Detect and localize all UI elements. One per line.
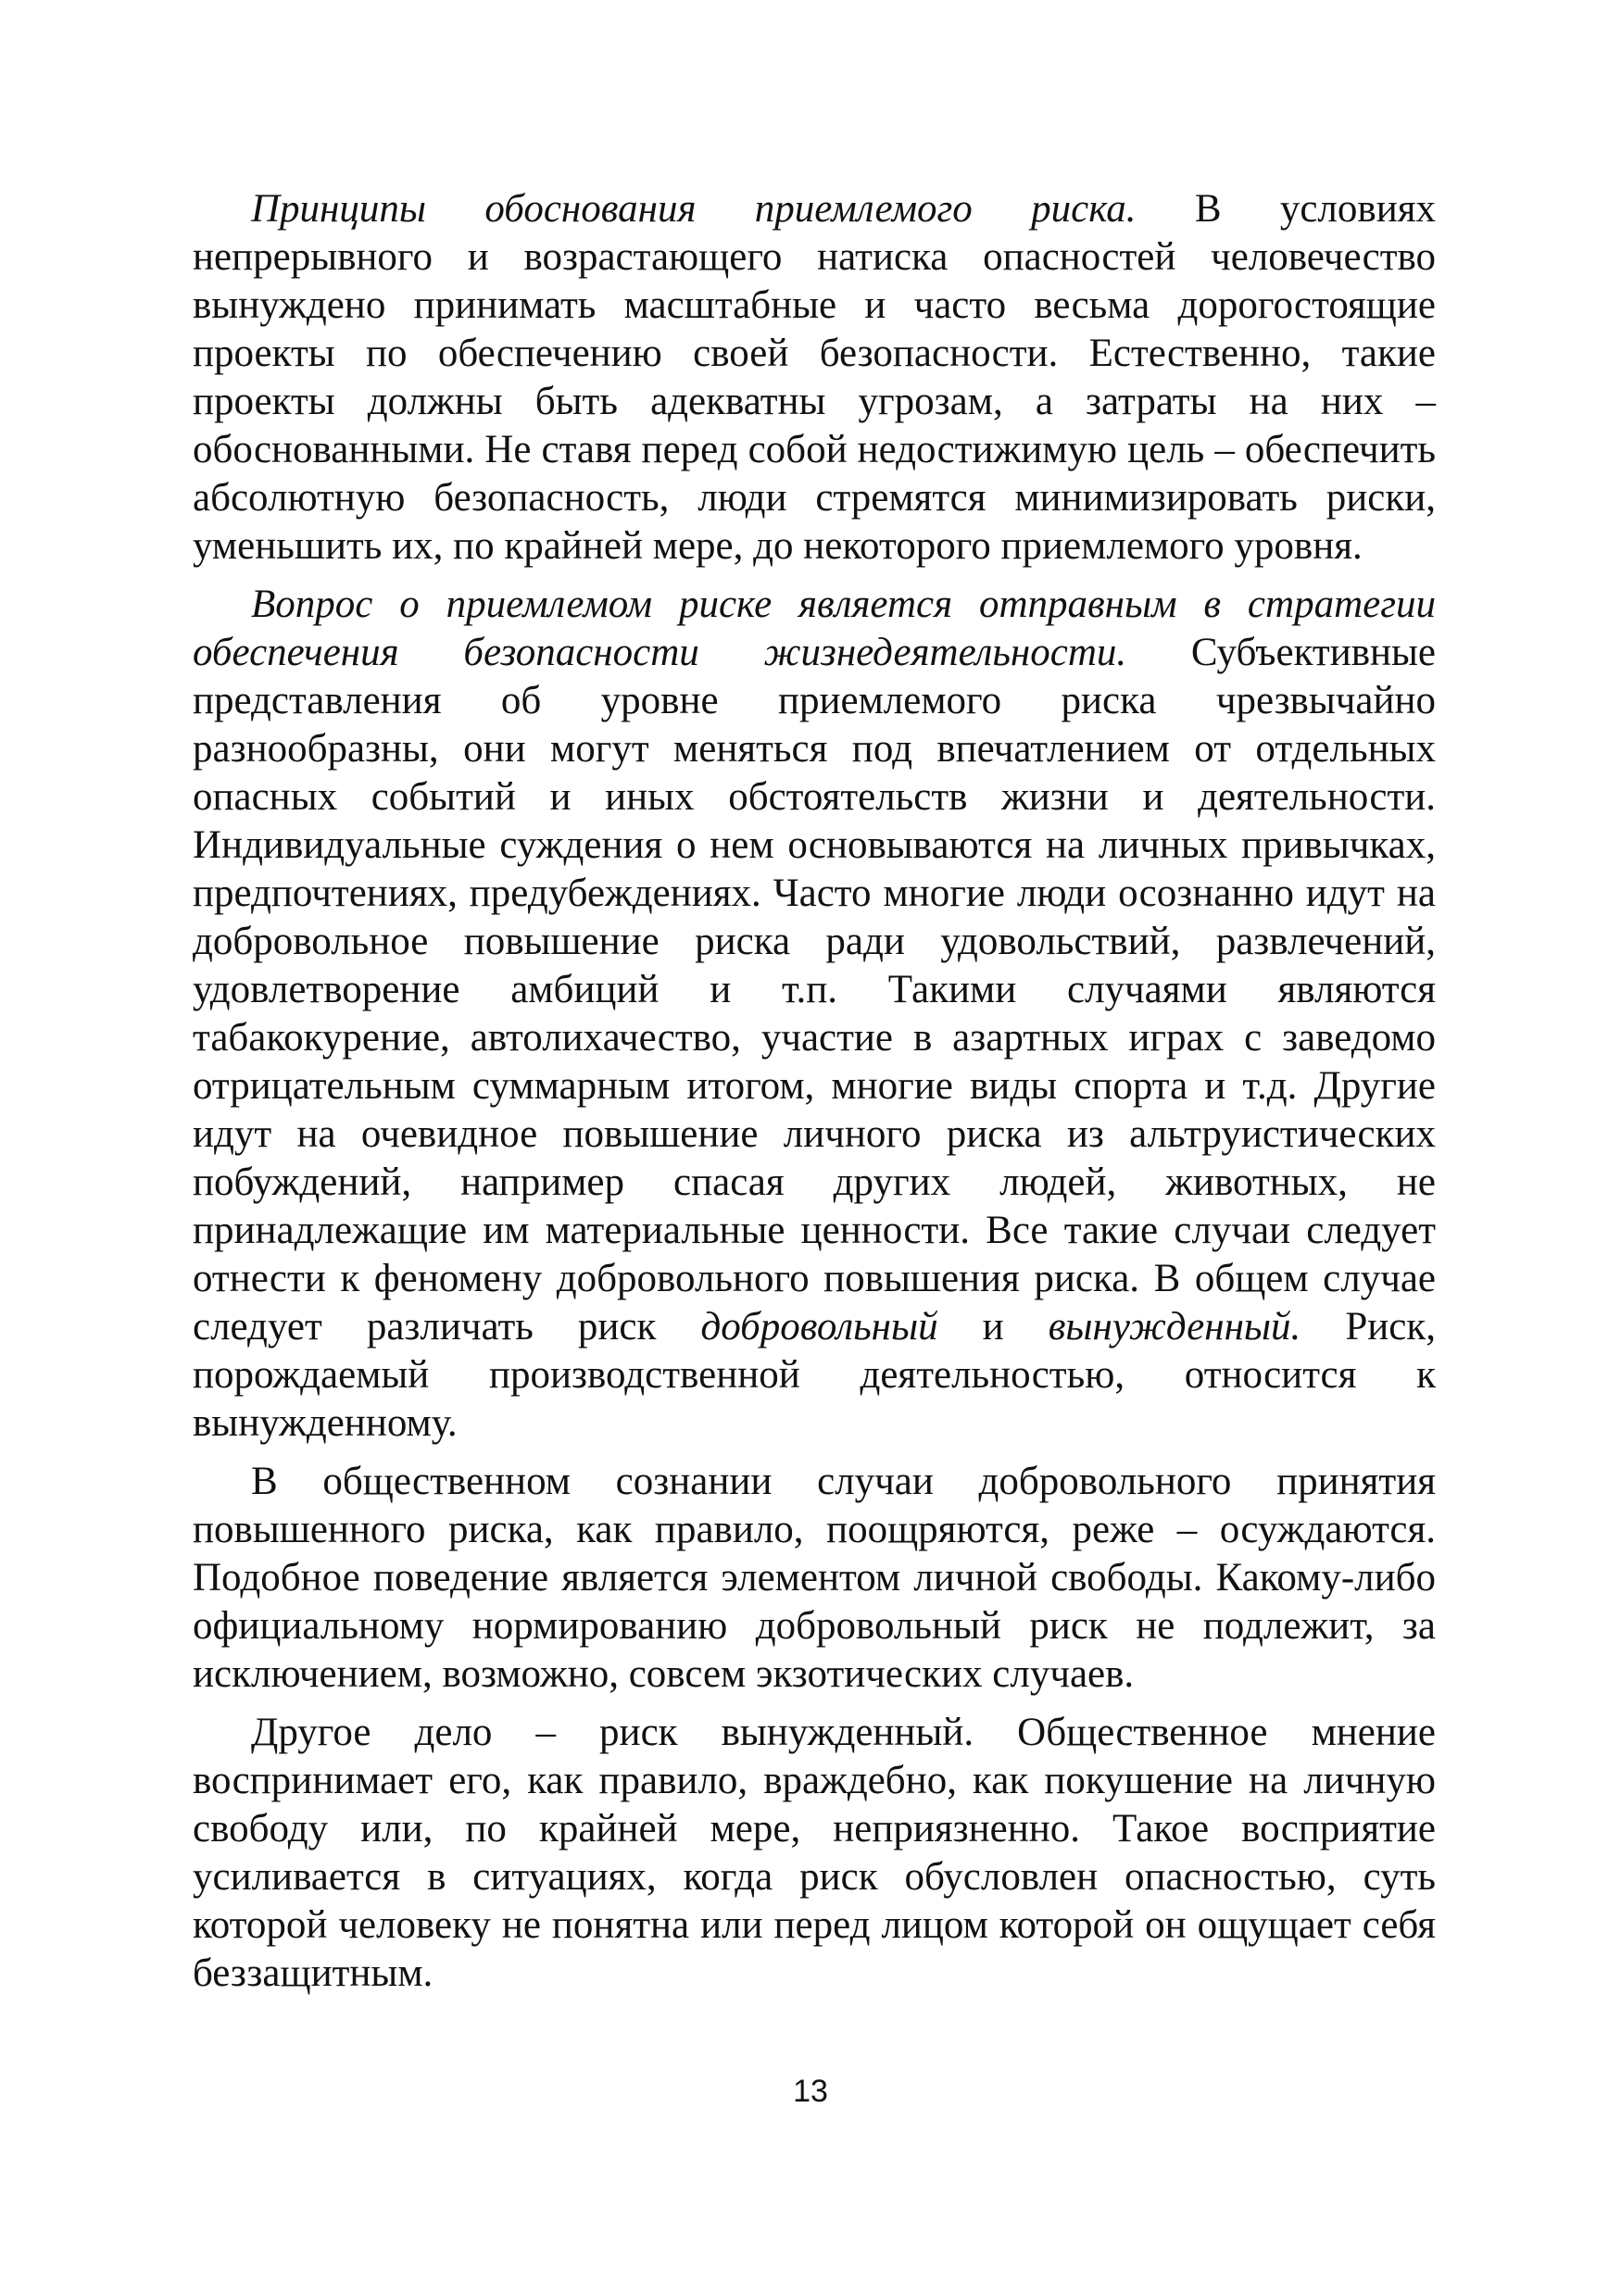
body-text: [193, 185, 1436, 2008]
paragraph-forced-risk: [193, 1709, 1436, 1998]
paragraph-text: В общественном сознании случаи добровольного принятия повышенного риска, как правило, поощряются, реже – осуждаются. Подобное поведение является элементом личной свободы. Какому-либо официальному нормированию добровольный риск не подлежит, за исключением, возможно, совсем экзотических случаев.: [193, 1460, 1436, 1696]
paragraph-text: В условиях непрерывного и возрастающего натиска опасностей человечество вынуждено принимать масштабные и часто весьма дорогостоящие проекты по обеспечению своей безопасности. Естественно, такие проекты должны быть адекватны угрозам, а затраты на них – обоснованными. Не ставя перед собой недостижимую цель – обеспечить абсолютную безопасность, люди стремятся минимизировать риски, уменьшить их, по крайней мере, до некоторого приемлемого уровня.: [193, 187, 1436, 568]
paragraph-text: Субъективные представления об уровне приемлемого риска чрезвычайно разнообразны, они могут меняться под впечатлением от отдельных опасных событий и иных обстоятельств жизни и деятельности. Индивидуальные суждения о нем основываются на личных привычках, предпочтениях, предубеждениях. Часто многие люди осознанно идут на добровольное повышение риска ради удовольствий, развлечений, удовлетворение амбиций и т.п. Такими случаями являются табакокурение, автолихачество, участие в азартных играх с заведомо отрицательным суммарным итогом, многие виды спорта и т.д. Другие идут на очевидное повышение личного риска из альтруистических побуждений, например спасая других людей, животных, не принадлежащие им материальные ценности. Все такие случаи следует отнести к феномену добровольного повышения риска. В общем случае следует различать риск: [193, 631, 1437, 1349]
paragraph-acceptable-risk-principles: [193, 185, 1436, 571]
paragraph-public-consciousness: [193, 1458, 1436, 1699]
italic-statement: Вопрос о приемлемом риске является отправным в стратегии обеспечения безопасности жизнедеятельности.: [193, 583, 1436, 674]
conjunction: и: [937, 1305, 1049, 1349]
paragraph-text: Риск, порождаемый производственной деятельностью, относится к вынужденному.: [193, 1305, 1437, 1445]
italic-term-forced: вынужденный.: [1048, 1305, 1301, 1349]
paragraph-acceptable-risk-question: [193, 581, 1436, 1448]
italic-term-voluntary: добровольный: [700, 1305, 938, 1349]
page-number: 13: [793, 2074, 828, 2109]
italic-heading: Принципы обоснования приемлемого риска.: [251, 187, 1137, 231]
paragraph-text: Другое дело – риск вынужденный. Общественное мнение воспринимает его, как правило, враждебно, как покушение на личную свободу или, по крайней мере, неприязненно. Такое восприятие усиливается в ситуациях, когда риск обусловлен опасностью, суть которой человеку не понятна или перед лицом которой он ощущает себя беззащитным.: [193, 1711, 1436, 1995]
